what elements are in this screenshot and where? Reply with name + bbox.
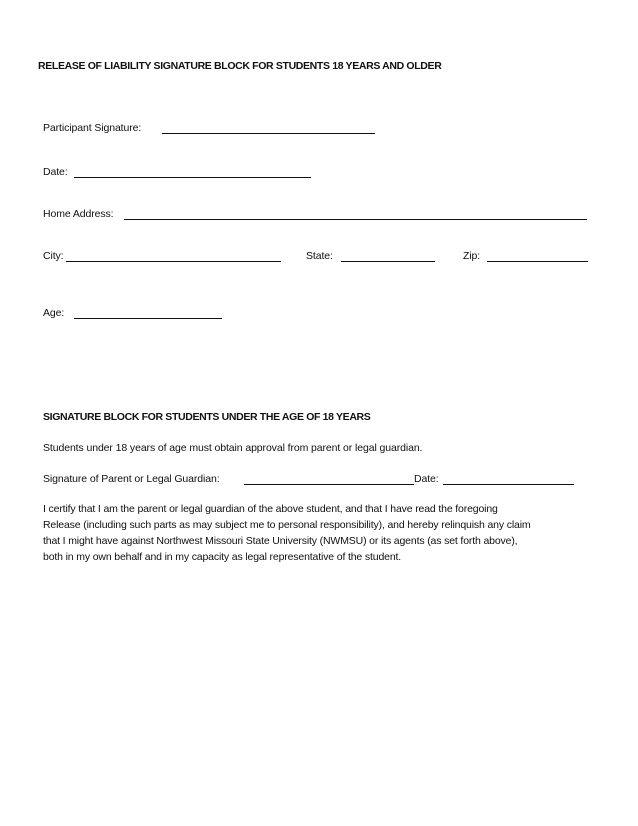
age-label: Age: (43, 307, 65, 319)
certification-line: I certify that I am the parent or legal guardian of the above student, and that I have read the foregoing (43, 503, 498, 515)
participant-signature-field[interactable] (162, 133, 375, 134)
adult-section-heading: RELEASE OF LIABILITY SIGNATURE BLOCK FOR STUDENTS 18 YEARS AND OLDER (38, 60, 442, 72)
certification-line: Release (including such parts as may subject me to personal responsibility), and hereby relinquish any claim (43, 519, 531, 531)
guardian-date-label: Date: (414, 473, 439, 485)
state-label: State: (306, 250, 333, 262)
zip-field[interactable] (487, 261, 588, 262)
age-field[interactable] (74, 318, 222, 319)
city-field[interactable] (66, 261, 281, 262)
state-field[interactable] (341, 261, 435, 262)
minor-section-intro: Students under 18 years of age must obtain approval from parent or legal guardian. (43, 442, 423, 454)
home-address-label: Home Address: (43, 208, 114, 220)
guardian-signature-label: Signature of Parent or Legal Guardian: (43, 473, 220, 485)
date-field[interactable] (74, 177, 311, 178)
certification-paragraph (43, 501, 530, 565)
certification-line: both in my own behalf and in my capacity as legal representative of the student. (43, 551, 402, 563)
guardian-date-field[interactable] (443, 484, 574, 485)
participant-signature-label: Participant Signature: (43, 122, 142, 134)
home-address-field[interactable] (124, 219, 587, 220)
guardian-signature-field[interactable] (244, 484, 414, 485)
minor-section-heading: SIGNATURE BLOCK FOR STUDENTS UNDER THE AGE OF 18 YEARS (43, 411, 371, 423)
city-label: City: (43, 250, 64, 262)
zip-label: Zip: (463, 250, 481, 262)
certification-line: that I might have against Northwest Missouri State University (NWMSU) or its agents (as set forth above), (43, 535, 518, 547)
date-label: Date: (43, 166, 68, 178)
